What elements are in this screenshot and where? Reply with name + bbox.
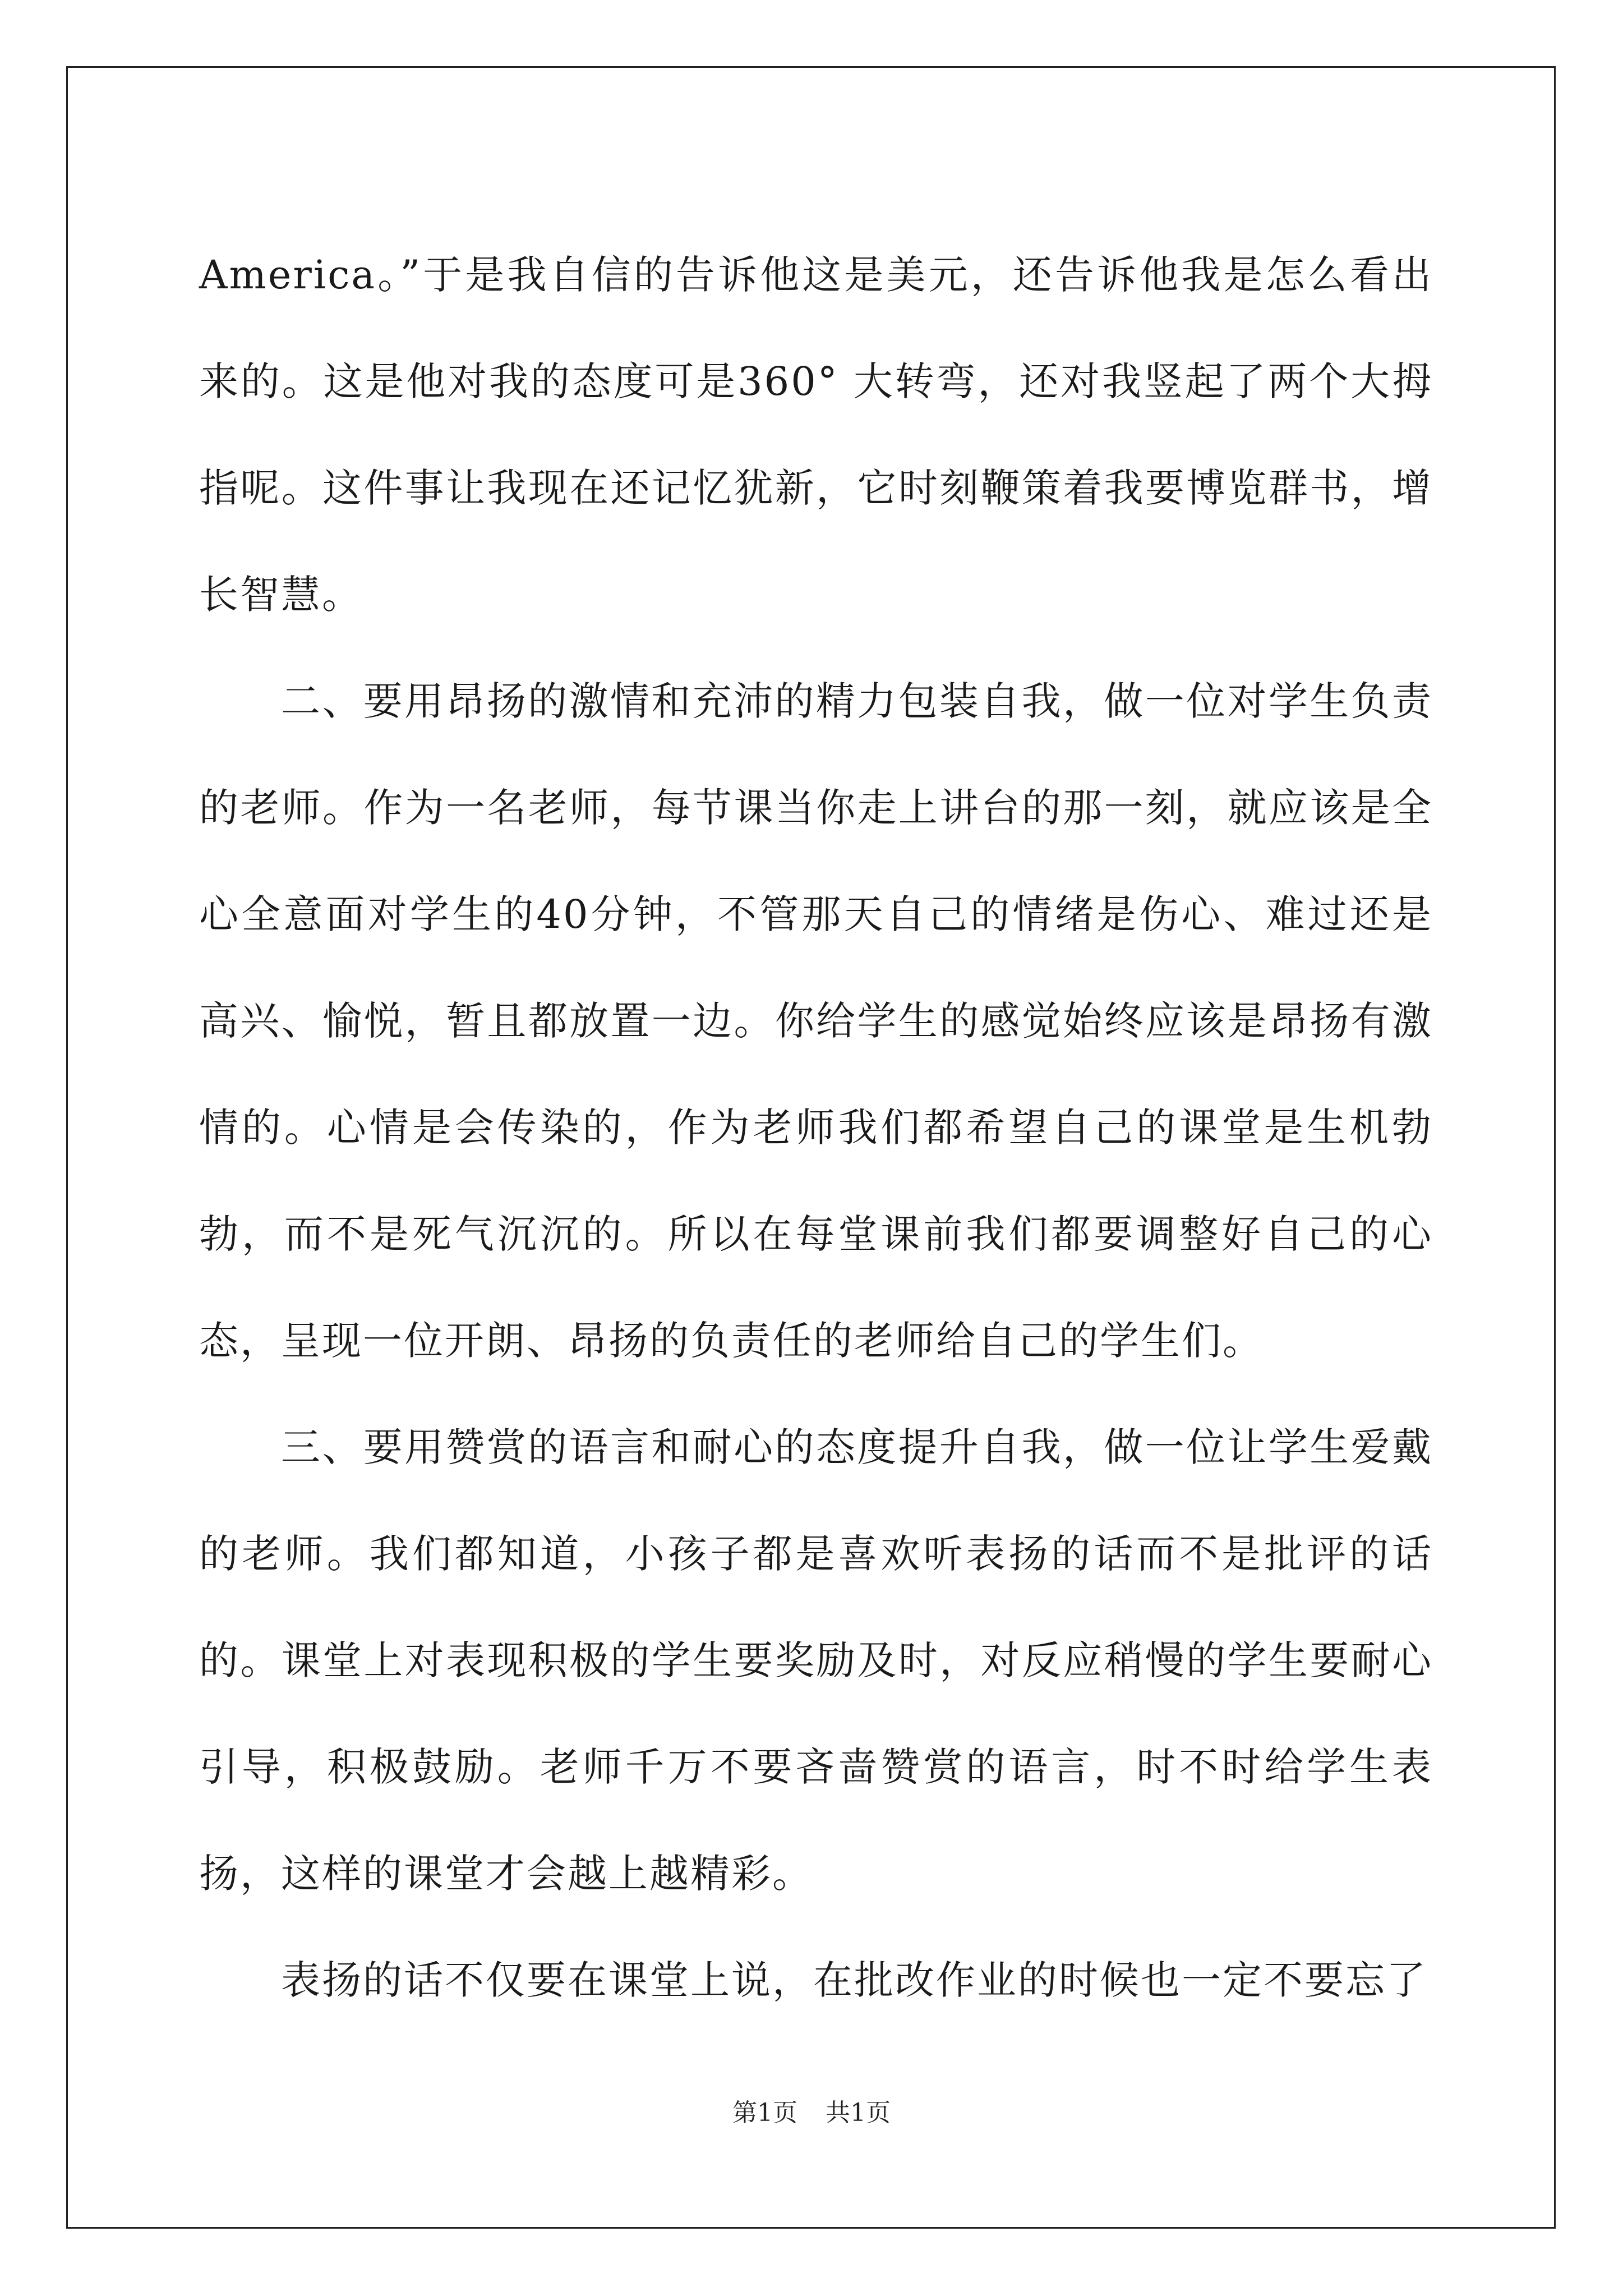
page-footer bbox=[0, 2092, 1623, 2128]
paragraph-1: America。”于是我自信的告诉他这是美元，还告诉他我是怎么看出来的。这是他对我的态度可是360° 大转弯，还对我竖起了两个大拇指呢。这件事让我现在还记忆犹新，它时刻鞭策着我要博览群书，增长智慧。 bbox=[199, 252, 1433, 618]
page-number-current: 第1页 bbox=[732, 2099, 797, 2127]
page-number-total: 共1页 bbox=[826, 2099, 891, 2127]
paragraph-3: 三、要用赞赏的语言和耐心的态度提升自我，做一位让学生爱戴的老师。我们都知道，小孩子都是喜欢听表扬的话而不是批评的话的。课堂上对表现积极的学生要奖励及时，对反应稍慢的学生要耐心引导，积极鼓励。老师千万不要吝啬赞赏的语言，时不时给学生表扬，这样的课堂才会越上越精彩。 bbox=[199, 1424, 1433, 1897]
document-body bbox=[199, 222, 1433, 2033]
paragraph-2: 二、要用昂扬的激情和充沛的精力包装自我，做一位对学生负责的老师。作为一名老师，每节课当你走上讲台的那一刻，就应该是全心全意面对学生的40分钟，不管那天自己的情绪是伤心、难过还是高兴、愉悦，暂且都放置一边。你给学生的感觉始终应该是昂扬有激情的。心情是会传染的，作为老师我们都希望自己的课堂是生机勃勃，而不是死气沉沉的。所以在每堂课前我们都要调整好自己的心态，呈现一位开朗、昂扬的负责任的老师给自己的学生们。 bbox=[199, 678, 1433, 1364]
paragraph-4: 表扬的话不仅要在课堂上说，在批改作业的时候也一定不要忘了 bbox=[281, 1957, 1427, 2003]
